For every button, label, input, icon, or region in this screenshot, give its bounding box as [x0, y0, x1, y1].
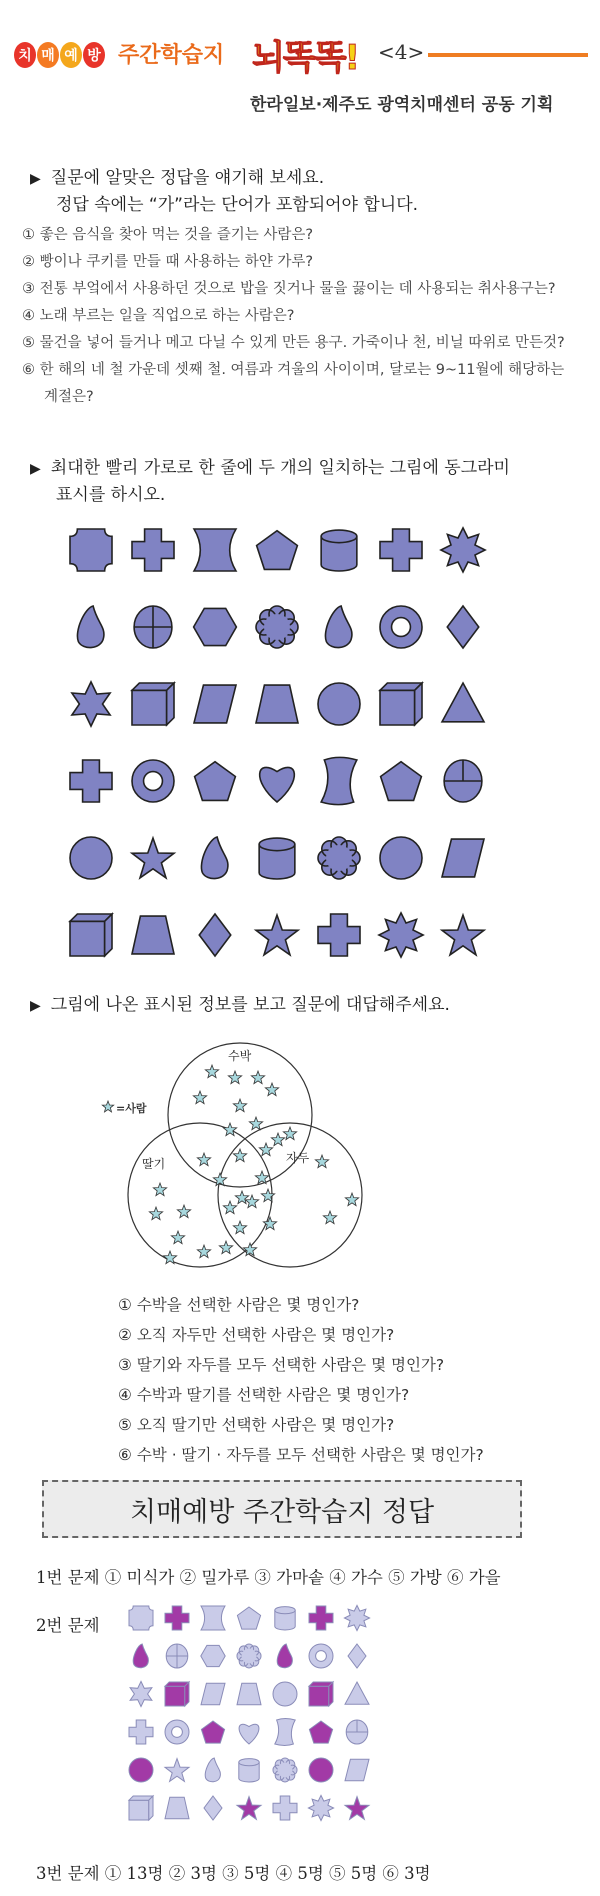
cross-shape — [380, 529, 422, 571]
q2-instruction-line2: 표시를 하시오. — [56, 485, 166, 505]
hexagon-shape — [194, 608, 237, 645]
cube-shape — [165, 1682, 189, 1706]
q3-instruction — [30, 992, 450, 1019]
answer-3: 3번 문제 ① 13명 ② 3명 ③ 5명 ④ 5명 ⑤ 5명 ⑥ 3명 — [36, 1864, 431, 1883]
q3-marker: ▶ — [30, 998, 41, 1014]
person-star-icon — [261, 1189, 274, 1202]
person-star-icon — [265, 1083, 278, 1096]
q3-question: ④ 수박과 딸기를 선택한 사람은 몇 명인가? — [118, 1386, 410, 1404]
header-rule — [428, 53, 588, 57]
cylinder-shape — [321, 530, 357, 571]
star8-shape — [441, 528, 485, 572]
ring-shape — [309, 1644, 333, 1668]
bean-shape — [205, 1758, 220, 1782]
venn-circle — [168, 1043, 312, 1187]
venn-circle — [218, 1123, 362, 1267]
star8-shape — [344, 1605, 369, 1630]
cube-shape — [380, 683, 422, 725]
star5-shape — [442, 915, 484, 955]
venn-label-top: 수박 — [228, 1049, 252, 1063]
diamond-shape — [199, 914, 231, 956]
wave-shape — [275, 1719, 295, 1746]
cross-shape — [70, 760, 112, 802]
circle-half-shape — [346, 1720, 368, 1744]
pentagon-shape — [257, 531, 298, 570]
flower-shape — [273, 1758, 297, 1782]
pentagon-shape — [381, 762, 422, 801]
parallelogram-shape — [345, 1759, 369, 1781]
triangle-shape — [345, 1682, 369, 1704]
ring-shape — [165, 1720, 189, 1744]
person-star-icon — [249, 1117, 262, 1130]
venn-label-right: 자두 — [286, 1151, 310, 1165]
octagon-shape — [70, 529, 112, 571]
venn-diagram — [90, 1030, 430, 1280]
trapezoid-shape — [256, 685, 298, 723]
person-star-icon — [235, 1191, 248, 1204]
page-number: <4> — [378, 40, 425, 64]
q1-items — [22, 222, 565, 411]
cross-shape — [309, 1606, 333, 1630]
person-star-icon — [197, 1245, 210, 1258]
person-star-icon — [223, 1201, 236, 1214]
parallelogram-shape — [194, 685, 236, 723]
flower-shape — [256, 606, 298, 648]
diamond-shape — [447, 606, 479, 648]
q1-instruction — [30, 165, 418, 218]
pentagon-shape — [201, 1721, 224, 1743]
circle-shape — [380, 837, 422, 879]
cross-shape — [273, 1796, 297, 1820]
circle-half-shape — [444, 760, 482, 802]
person-star-icon — [233, 1149, 246, 1162]
q1-item: ③ 전통 부엌에서 사용하던 것으로 밥을 짓거나 물을 끓이는 데 사용되는 취사용구는? — [22, 281, 556, 297]
heart-shape — [239, 1724, 259, 1744]
diamond-shape — [348, 1644, 366, 1668]
star6-shape — [72, 682, 110, 726]
person-star-icon — [223, 1123, 236, 1136]
pentagon-shape — [237, 1607, 260, 1629]
person-star-icon — [233, 1099, 246, 1112]
heart-shape — [260, 767, 295, 802]
header-subtitle: 한라일보·제주도 광역치매센터 공동 기획 — [250, 95, 554, 115]
header-badges — [14, 36, 106, 74]
circle-quad-shape — [166, 1644, 188, 1668]
q3-instruction-text: 그림에 나온 표시된 정보를 보고 질문에 대답해주세요. — [50, 995, 450, 1015]
q3-question: ① 수박을 선택한 사람은 몇 명인가? — [118, 1296, 360, 1314]
q1-instruction-line1: 질문에 알맞은 정답을 얘기해 보세요. — [50, 168, 325, 188]
star8-shape — [379, 913, 423, 957]
answer-1: 1번 문제 ① 미식가 ② 밀가루 ③ 가마솥 ④ 가수 ⑤ 가방 ⑥ 가을 — [36, 1568, 501, 1587]
q2-shape-grid — [60, 520, 530, 960]
trapezoid-shape — [132, 916, 174, 954]
octagon-shape — [129, 1606, 153, 1630]
triangle-shape — [442, 683, 484, 722]
q1-instruction-line2: 정답 속에는 “가”라는 단어가 포함되어야 합니다. — [56, 195, 419, 215]
circle-shape — [318, 683, 360, 725]
pentagon-shape — [309, 1721, 332, 1743]
parallelogram-shape — [201, 1683, 225, 1705]
header-badge: 매 — [37, 42, 59, 68]
person-star-icon — [102, 1101, 113, 1112]
person-star-icon — [259, 1143, 272, 1156]
bean-shape — [277, 1644, 292, 1668]
star5-shape — [345, 1797, 369, 1820]
parallelogram-shape — [442, 839, 484, 877]
person-star-icon — [323, 1211, 336, 1224]
pentagon-shape — [195, 762, 236, 801]
circle-shape — [70, 837, 112, 879]
q1-marker: ▶ — [30, 171, 41, 187]
person-star-icon — [219, 1241, 232, 1254]
header-badge: 방 — [83, 42, 105, 68]
bean-shape — [133, 1644, 148, 1668]
cube-shape — [309, 1682, 333, 1706]
q1-item: ① 좋은 음식을 찾아 먹는 것을 즐기는 사람은? — [22, 227, 314, 243]
cylinder-shape — [259, 838, 295, 879]
scroll-shape — [194, 529, 236, 571]
person-star-icon — [177, 1205, 190, 1218]
header-badge: 치 — [14, 42, 36, 68]
venn-legend: =사람 — [116, 1102, 147, 1115]
scroll-shape — [201, 1606, 225, 1630]
bean-shape — [201, 837, 227, 879]
person-star-icon — [193, 1091, 206, 1104]
cross-shape — [129, 1720, 153, 1744]
header-logo — [252, 30, 358, 79]
trapezoid-shape — [237, 1683, 261, 1705]
q3-questions — [118, 1290, 484, 1470]
q1-item-continued: 계절은? — [44, 389, 94, 405]
circle-shape — [309, 1758, 333, 1782]
q1-item: ⑤ 물건을 넣어 들거나 메고 다닐 수 있게 만든 용구. 가죽이나 천, 비닐 따위로 만든것? — [22, 335, 565, 351]
q3-question: ⑥ 수박 · 딸기 · 자두를 모두 선택한 사람은 몇 명인가? — [118, 1446, 484, 1464]
star5-shape — [256, 915, 298, 955]
person-star-icon — [345, 1193, 358, 1206]
hexagon-shape — [201, 1645, 225, 1666]
cube-shape — [132, 683, 174, 725]
circle-shape — [273, 1682, 297, 1706]
header-title: 주간학습지 — [118, 43, 225, 68]
star8-shape — [308, 1795, 333, 1820]
person-star-icon — [228, 1071, 241, 1084]
diamond-shape — [204, 1796, 222, 1820]
cross-shape — [132, 529, 174, 571]
answer-title-box — [42, 1480, 522, 1538]
answer-shape-grid — [124, 1600, 394, 1840]
circle-quad-shape — [134, 606, 172, 648]
q2-instruction — [30, 455, 510, 508]
flower-shape — [237, 1644, 261, 1668]
q3-question: ③ 딸기와 자두를 모두 선택한 사람은 몇 명인가? — [118, 1356, 445, 1374]
person-star-icon — [205, 1065, 218, 1078]
person-star-icon — [233, 1221, 246, 1234]
header-badge: 예 — [60, 42, 82, 68]
bean-shape — [77, 606, 103, 648]
star5-shape — [237, 1797, 261, 1820]
header-logo-text: 뇌똑똑! — [252, 38, 359, 78]
person-star-icon — [171, 1231, 184, 1244]
person-star-icon — [153, 1183, 166, 1196]
cross-shape — [165, 1606, 189, 1630]
person-star-icon — [197, 1153, 210, 1166]
answer-2-label: 2번 문제 — [36, 1616, 100, 1635]
venn-label-left: 딸기 — [142, 1157, 166, 1171]
person-star-icon — [243, 1243, 256, 1256]
person-star-icon — [251, 1071, 264, 1084]
q1-item: ⑥ 한 해의 네 철 가운데 셋째 철. 여름과 겨울의 사이이며, 달로는 9~11월에 해당하는 — [22, 362, 565, 378]
ring-shape — [132, 760, 174, 802]
person-star-icon — [149, 1207, 162, 1220]
flower-shape — [318, 837, 360, 879]
trapezoid-shape — [165, 1797, 189, 1819]
person-star-icon — [315, 1155, 328, 1168]
star5-shape — [132, 838, 174, 878]
q2-instruction-line1: 최대한 빨리 가로로 한 줄에 두 개의 일치하는 그림에 동그라미 — [50, 458, 510, 478]
ring-shape — [380, 606, 422, 648]
star5-shape — [165, 1759, 189, 1782]
person-star-icon — [263, 1217, 276, 1230]
cross-shape — [318, 914, 360, 956]
cube-shape — [70, 914, 112, 956]
cube-shape — [129, 1796, 153, 1820]
q3-question: ⑤ 오직 딸기만 선택한 사람은 몇 명인가? — [118, 1416, 395, 1434]
cylinder-shape — [239, 1759, 259, 1782]
wave-shape — [321, 757, 357, 804]
cylinder-shape — [275, 1607, 295, 1630]
q1-item: ② 빵이나 쿠키를 만들 때 사용하는 하얀 가루? — [22, 254, 314, 270]
star6-shape — [130, 1681, 152, 1706]
q1-item: ④ 노래 부르는 일을 직업으로 하는 사람은? — [22, 308, 295, 324]
person-star-icon — [271, 1133, 284, 1146]
q2-marker: ▶ — [30, 461, 41, 477]
bean-shape — [325, 606, 351, 648]
q3-question: ② 오직 자두만 선택한 사람은 몇 명인가? — [118, 1326, 395, 1344]
circle-shape — [129, 1758, 153, 1782]
answer-title: 치매예방 주간학습지 정답 — [129, 1496, 435, 1528]
